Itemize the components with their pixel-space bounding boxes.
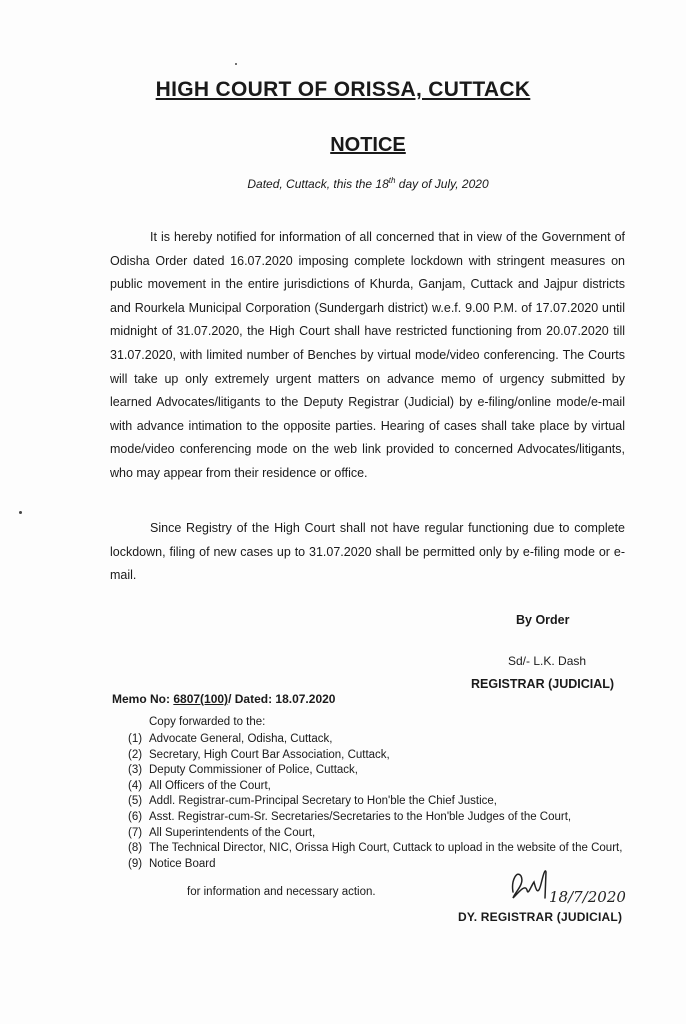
dated-suffix: day of July, 2020 (395, 177, 489, 191)
recipient-text: Notice Board (149, 857, 216, 870)
dy-registrar-designation: DY. REGISTRAR (JUDICIAL) (458, 910, 623, 924)
recipient-item (128, 810, 648, 826)
recipient-text: Advocate General, Odisha, Cuttack, (149, 733, 333, 745)
dated-prefix: Dated, Cuttack, this the 18 (247, 177, 389, 191)
memo-prefix: Memo No: (112, 692, 174, 706)
recipient-text: Secretary, High Court Bar Association, Cuttack, (149, 748, 390, 761)
recipient-item (128, 794, 648, 810)
copy-heading: Copy forwarded to the: (149, 716, 266, 728)
scan-speck (235, 63, 237, 65)
recipient-item (128, 748, 648, 764)
recipient-number: (1) (128, 733, 143, 745)
memo-date: / Dated: 18.07.2020 (228, 692, 336, 706)
court-title: HIGH COURT OF ORISSA, CUTTACK (155, 78, 531, 101)
memo-line (112, 692, 335, 706)
recipient-number: (8) (128, 842, 143, 855)
registrar-designation: REGISTRAR (JUDICIAL) (471, 677, 615, 691)
action-note: for information and necessary action. (187, 886, 376, 898)
recipient-number: (9) (128, 857, 143, 870)
recipient-number: (6) (128, 810, 143, 823)
recipient-text: Asst. Registrar-cum-Sr. Secretaries/Secretaries to the Hon'ble Judges of the Court, (149, 810, 572, 823)
recipient-item (128, 763, 648, 779)
notice-paragraph-2: Since Registry of the High Court shall not have regular functioning due to complete lockdown, filing of new cases up to 31.07.2020 shall be permitted only by e-filing mode or e-mail. (110, 521, 625, 583)
recipient-number: (2) (128, 748, 143, 761)
memo-number: 6807(100) (173, 692, 229, 706)
notice-title: NOTICE (330, 134, 406, 156)
signed-by: Sd/- L.K. Dash (508, 654, 587, 668)
recipient-item (128, 826, 648, 842)
recipient-text: Deputy Commissioner of Police, Cuttack, (149, 764, 358, 777)
by-order: By Order (516, 613, 570, 627)
recipient-item (128, 732, 648, 748)
signature-date: 18/7/2020 (549, 888, 626, 906)
recipient-item (128, 779, 648, 795)
recipient-number: (3) (128, 764, 143, 777)
scan-speck (19, 511, 22, 514)
recipient-number: (4) (128, 779, 143, 792)
recipient-item (128, 841, 648, 857)
recipient-text: Addl. Registrar-cum-Principal Secretary to Hon'ble the Chief Justice, (149, 795, 497, 808)
recipient-text: All Officers of the Court, (149, 779, 271, 792)
notice-paragraph-1: It is hereby notified for information of all concerned that in view of the Government of Odisha Order dated 16.07.2020 imposing complete lockdown with stringent measures on public movement in the entire jurisdictions of Khurda, Ganjam, Cuttack and Jajpur districts and Rourkela Municipal Corporation (Sundergarh district) w.e.f. 9.00 P.M. of 17.07.2020 until midnight of 31.07.2020, the High Court shall have restricted functioning from 20.07.2020 till 31.07.2020, with limited number of Benches by virtual mode/video conferencing. The Courts will take up only extremely urgent matters on advance memo of urgency submitted by learned Advocates/litigants to the Deputy Registrar (Judicial) by e-filing/online mode/e-mail with advance intimation to the opposite parties. Hearing of cases shall take place by virtual mode/video conferencing mode on the web link provided to concerned Advocates/litigants, who may appear from their residence or office. (110, 230, 625, 480)
recipient-list (128, 732, 648, 872)
recipient-text: All Superintendents of the Court, (149, 826, 316, 839)
recipient-text: The Technical Director, NIC, Orissa High Court, Cuttack to upload in the website of the Court, (149, 842, 623, 855)
dated-ordinal: th (388, 176, 396, 185)
recipient-number: (5) (128, 795, 143, 808)
recipient-number: (7) (128, 826, 143, 839)
notice-date (0, 176, 686, 191)
